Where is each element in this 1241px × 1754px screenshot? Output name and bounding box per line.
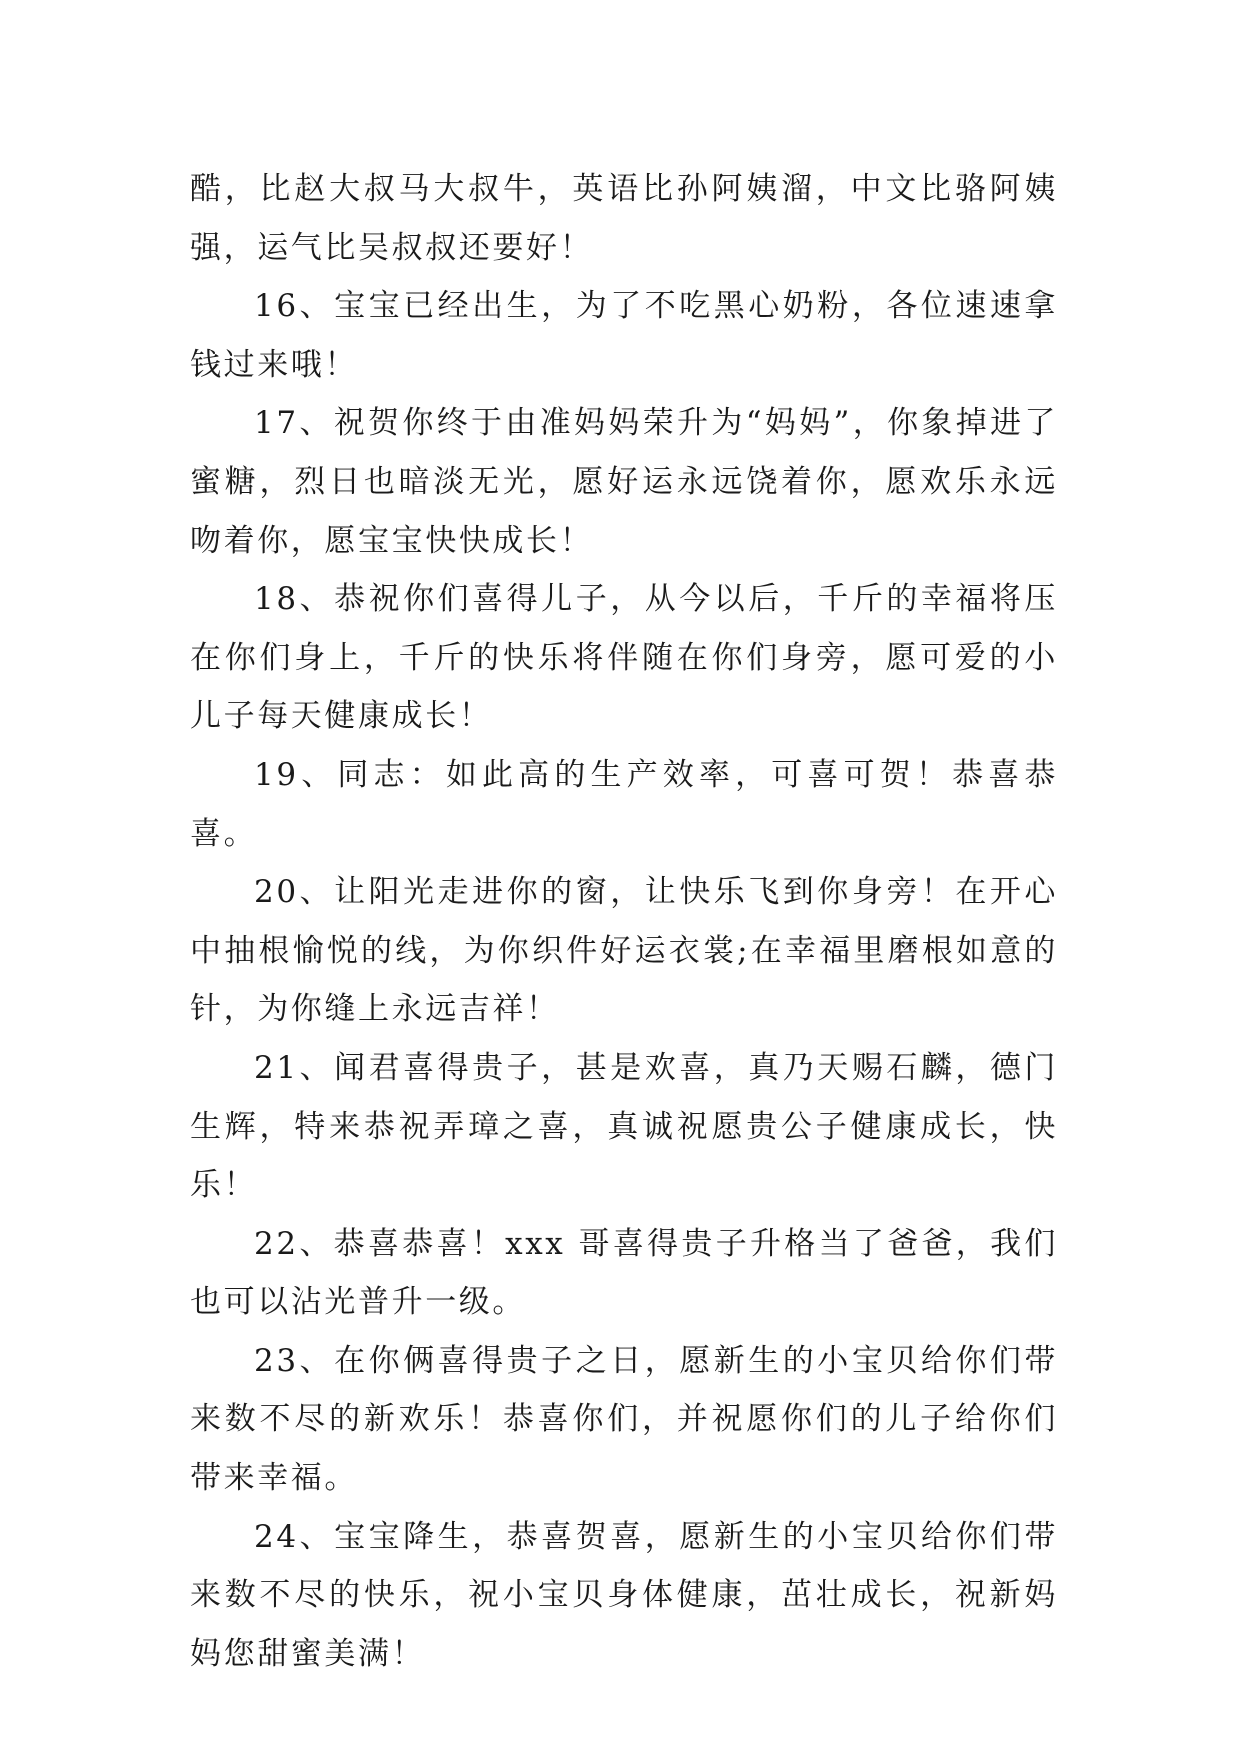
paragraph-23: 23、在你俩喜得贵子之日，愿新生的小宝贝给你们带来数不尽的新欢乐！恭喜你们，并祝愿你们的儿子给你们带来幸福。 (190, 1342, 1058, 1497)
paragraph-21: 21、闻君喜得贵子，甚是欢喜，真乃天赐石麟，德门生辉，特来恭祝弄璋之喜，真诚祝愿贵公子健康成长，快乐！ (190, 1049, 1058, 1204)
document-body (190, 160, 1058, 1683)
paragraph-16: 16、宝宝已经出生，为了不吃黑心奶粉，各位速速拿钱过来哦！ (190, 288, 1058, 383)
paragraph-20: 20、让阳光走进你的窗，让快乐飞到你身旁！在开心中抽根愉悦的线，为你织件好运衣裳;在幸福里磨根如意的针，为你缝上永远吉祥！ (190, 874, 1058, 1028)
paragraph-continuation: 酷，比赵大叔马大叔牛，英语比孙阿姨溜，中文比骆阿姨强，运气比吴叔叔还要好！ (190, 171, 1058, 266)
paragraph-24: 24、宝宝降生，恭喜贺喜，愿新生的小宝贝给你们带来数不尽的快乐，祝小宝贝身体健康，茁壮成长，祝新妈妈您甜蜜美满！ (190, 1518, 1058, 1672)
paragraph-18: 18、恭祝你们喜得儿子，从今以后，千斤的幸福将压在你们身上，千斤的快乐将伴随在你们身旁，愿可爱的小儿子每天健康成长！ (190, 581, 1058, 735)
paragraph-17: 17、祝贺你终于由准妈妈荣升为“妈妈”，你象掉进了蜜糖，烈日也暗淡无光，愿好运永远饶着你，愿欢乐永远吻着你，愿宝宝快快成长！ (190, 405, 1058, 559)
paragraph-22: 22、恭喜恭喜！xxx 哥喜得贵子升格当了爸爸，我们也可以沾光普升一级。 (190, 1225, 1058, 1321)
paragraph-19: 19、同志：如此高的生产效率，可喜可贺！恭喜恭喜。 (190, 756, 1058, 852)
